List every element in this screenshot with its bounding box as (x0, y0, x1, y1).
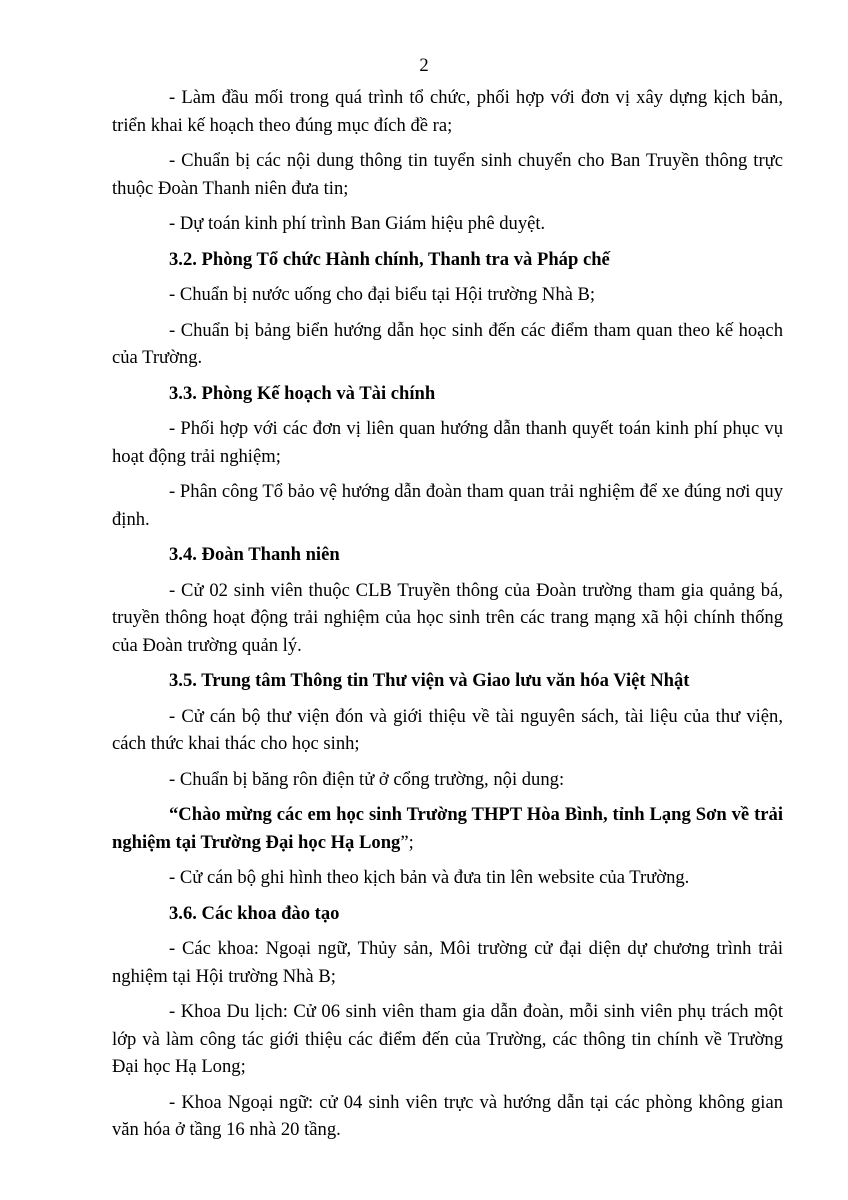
section-heading-3-6: 3.6. Các khoa đào tạo (169, 902, 340, 924)
page-number: 2 (419, 55, 429, 76)
paragraph: - Chuẩn bị bảng biển hướng dẫn học sinh đến các điểm tham quan theo kế hoạch của Trường. (112, 319, 783, 368)
paragraph: - Khoa Ngoại ngữ: cử 04 sinh viên trực và hướng dẫn tại các phòng không gian văn hóa ở tầng 16 nhà 20 tầng. (112, 1091, 783, 1140)
section-heading-3-5: 3.5. Trung tâm Thông tin Thư viện và Giao lưu văn hóa Việt Nhật (169, 670, 690, 691)
banner-quote (112, 801, 783, 856)
document-body (112, 84, 783, 1152)
banner-quote-tail: ”; (400, 831, 414, 853)
paragraph: - Cử cán bộ thư viện đón và giới thiệu về tài nguyên sách, tài liệu của thư viện, cách thức khai thác cho học sinh; (112, 705, 783, 754)
paragraph: - Phối hợp với các đơn vị liên quan hướng dẫn thanh quyết toán kinh phí phục vụ hoạt động trải nghiệm; (112, 418, 783, 467)
paragraph: - Làm đầu mối trong quá trình tổ chức, phối hợp với đơn vị xây dựng kịch bản, triển khai kế hoạch theo đúng mục đích đề ra; (112, 87, 783, 136)
section-heading-3-2: 3.2. Phòng Tổ chức Hành chính, Thanh tra và Pháp chế (169, 248, 610, 270)
paragraph: - Khoa Du lịch: Cử 06 sinh viên tham gia dẫn đoàn, mỗi sinh viên phụ trách một lớp và làm công tác giới thiệu các điểm đến của Trường, các thông tin chính về Trường Đại học Hạ Long; (112, 1001, 783, 1077)
banner-quote-text: “Chào mừng các em học sinh Trường THPT Hòa Bình, tỉnh Lạng Sơn về trải nghiệm tại Trường Đại học Hạ Long (112, 804, 783, 853)
paragraph: - Các khoa: Ngoại ngữ, Thủy sản, Môi trường cử đại diện dự chương trình trải nghiệm tại Hội trường Nhà B; (112, 938, 783, 987)
paragraph: - Chuẩn bị nước uống cho đại biểu tại Hội trường Nhà B; (169, 284, 596, 305)
paragraph: - Chuẩn bị các nội dung thông tin tuyển sinh chuyển cho Ban Truyền thông trực thuộc Đoàn Thanh niên đưa tin; (112, 150, 783, 199)
paragraph: - Dự toán kinh phí trình Ban Giám hiệu phê duyệt. (169, 213, 546, 234)
section-heading-3-4: 3.4. Đoàn Thanh niên (169, 544, 340, 565)
paragraph: - Cử 02 sinh viên thuộc CLB Truyền thông của Đoàn trường tham gia quảng bá, truyền thông hoạt động trải nghiệm của học sinh trên các trang mạng xã hội chính thống của Đoàn trường quản lý. (112, 579, 783, 656)
paragraph: - Phân công Tổ bảo vệ hướng dẫn đoàn tham quan trải nghiệm để xe đúng nơi quy định. (112, 481, 783, 530)
paragraph: - Cử cán bộ ghi hình theo kịch bản và đưa tin lên website của Trường. (169, 867, 690, 888)
section-heading-3-3: 3.3. Phòng Kế hoạch và Tài chính (169, 382, 436, 404)
paragraph: - Chuẩn bị băng rôn điện tử ở cổng trường, nội dung: (169, 768, 565, 790)
